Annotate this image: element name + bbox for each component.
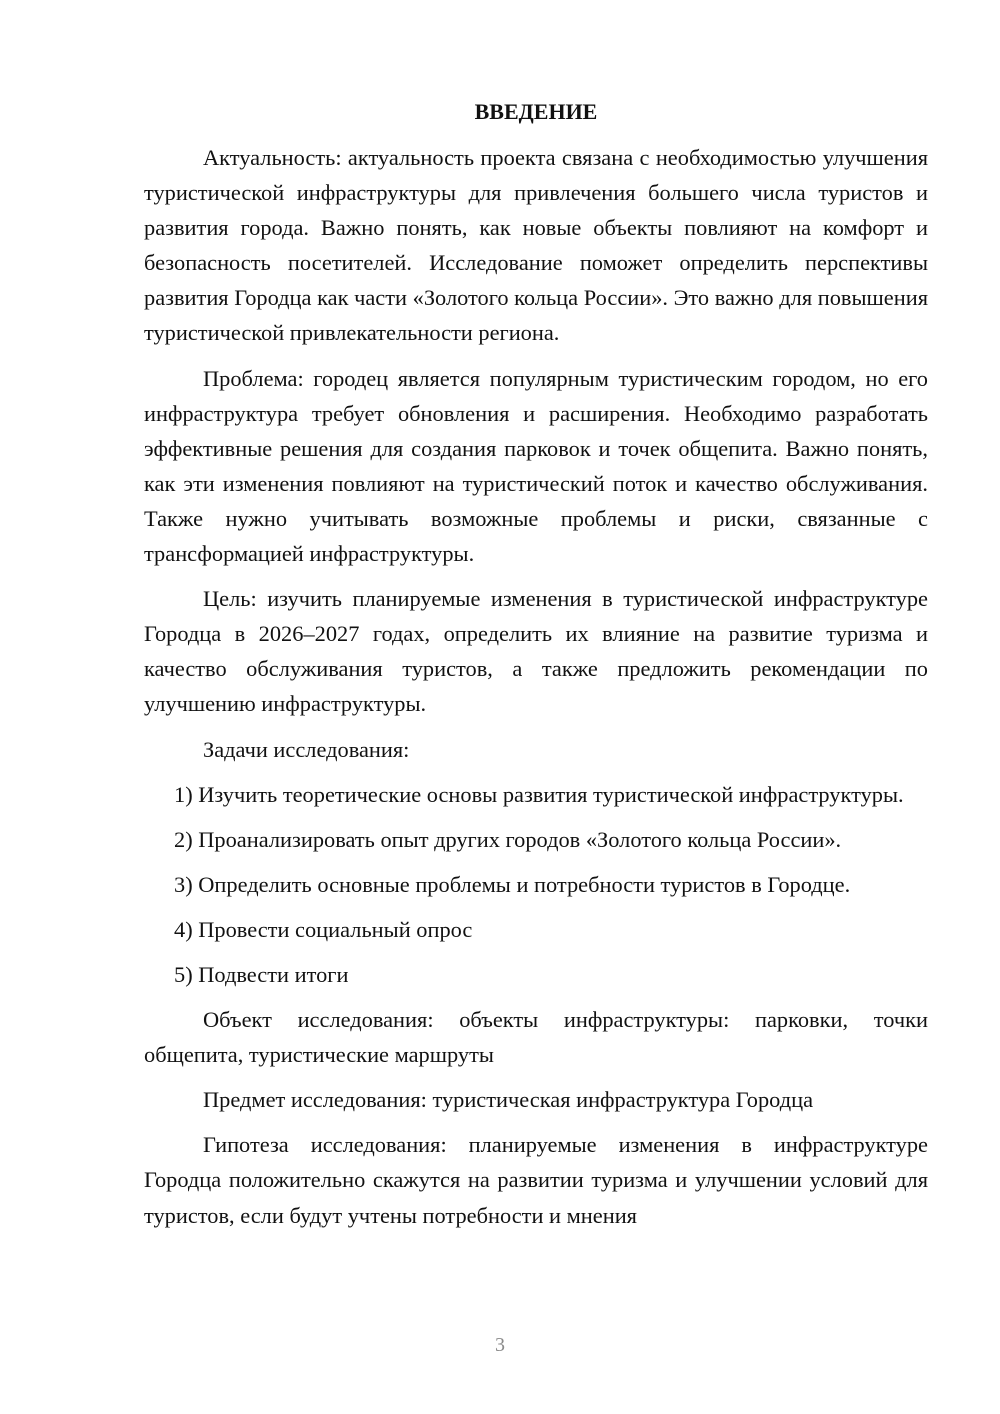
task-item-2: 2) Проанализировать опыт других городов «Золотого кольца России».	[174, 826, 842, 852]
paragraph-hypothesis: Гипотеза исследования: планируемые изменения в инфраструктуре Городца положительно скажутся на развитии туризма и улучшении условий для туристов, если будут учтены потребности и мнения	[144, 1132, 928, 1228]
paragraph-goal: Цель: изучить планируемые изменения в туристической инфраструктуре Городца в 2026–2027 годах, определить их влияние на развитие туризма и качество обслуживания туристов, а также предложить рекомендации по улучшению инфраструктуры.	[144, 586, 928, 717]
task-item-4: 4) Провести социальный опрос	[174, 916, 473, 942]
paragraph-relevance: Актуальность: актуальность проекта связана с необходимостью улучшения туристической инфраструктуры для привлечения большего числа туристов и развития города. Важно понять, как новые объекты повлияют на комфорт и безопасность посетителей. Исследование поможет определить перспективы развития Городца как части «Золотого кольца России». Это важно для повышения туристической привлекательности региона.	[144, 145, 928, 346]
tasks-heading: Задачи исследования:	[203, 736, 410, 762]
section-heading: ВВЕДЕНИЕ	[474, 99, 598, 124]
task-item-3: 3) Определить основные проблемы и потребности туристов в Городце.	[174, 871, 851, 897]
task-item-5: 5) Подвести итоги	[174, 961, 349, 987]
task-item-1: 1) Изучить теоретические основы развития туристической инфраструктуры.	[174, 781, 904, 807]
page-number: 3	[495, 1334, 505, 1356]
document-body	[144, 94, 928, 1243]
paragraph-object: Объект исследования: объекты инфраструктуры: парковки, точки общепита, туристические маршруты	[144, 1007, 928, 1068]
paragraph-problem: Проблема: городец является популярным туристическим городом, но его инфраструктура требует обновления и расширения. Необходимо разработать эффективные решения для создания парковок и точек общепита. Важно понять, как эти изменения повлияют на туристический поток и качество обслуживания. Также нужно учитывать возможные проблемы и риски, связанные с трансформацией инфраструктуры.	[144, 365, 928, 567]
paragraph-subject: Предмет исследования: туристическая инфраструктура Городца	[203, 1087, 814, 1113]
